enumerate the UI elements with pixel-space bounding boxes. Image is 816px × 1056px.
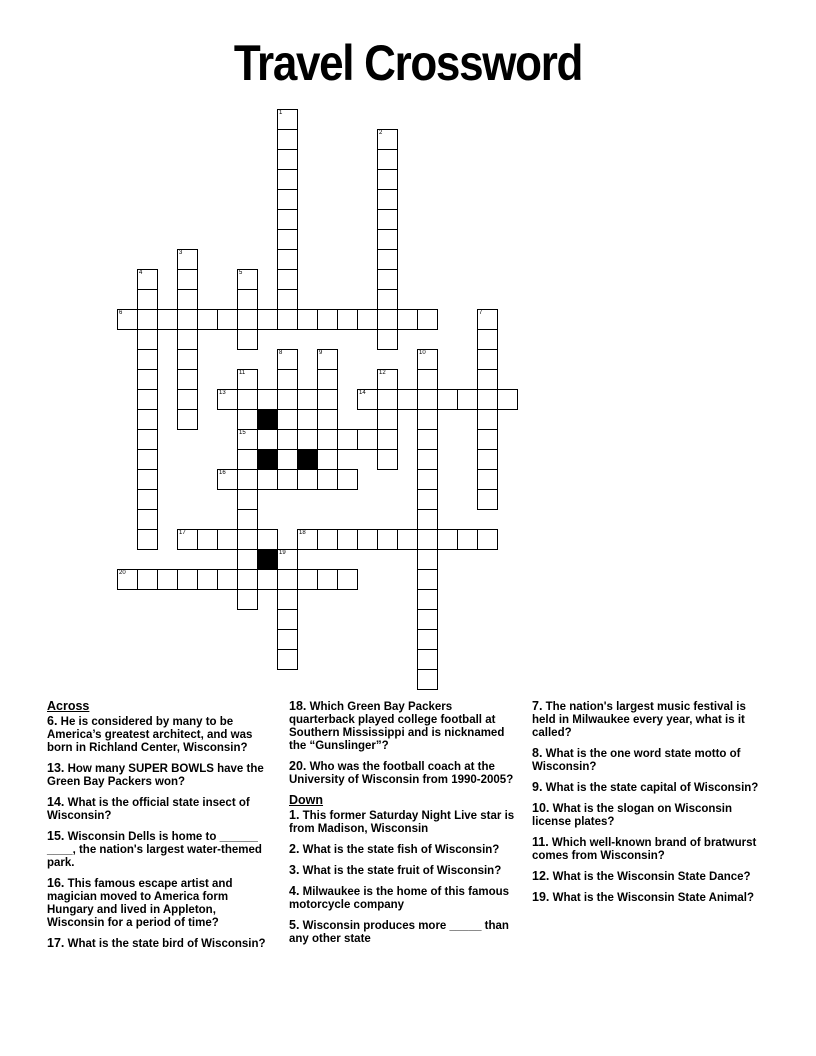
- clue-item-text: Milwaukee is the home of this famous motorcycle company: [289, 886, 510, 911]
- answer-cell[interactable]: [477, 529, 498, 550]
- clue-item-number: 2.: [289, 842, 300, 856]
- answer-cell[interactable]: [177, 249, 198, 270]
- answer-cell[interactable]: [337, 529, 358, 550]
- answer-cell[interactable]: [137, 289, 158, 310]
- answer-cell[interactable]: [277, 189, 298, 210]
- clue-item-number: 1.: [289, 808, 300, 822]
- clue-item-number: 3.: [289, 863, 300, 877]
- clue-item-text: What is the state fruit of Wisconsin?: [299, 865, 502, 877]
- clues-column-3: [532, 700, 764, 912]
- answer-cell[interactable]: [477, 329, 498, 350]
- answer-cell[interactable]: [237, 509, 258, 530]
- answer-cell[interactable]: [417, 449, 438, 470]
- answer-cell[interactable]: [457, 389, 478, 410]
- answer-cell[interactable]: [357, 429, 378, 450]
- answer-cell[interactable]: [197, 309, 218, 330]
- answer-cell[interactable]: [417, 569, 438, 590]
- answer-cell[interactable]: [277, 469, 298, 490]
- answer-cell[interactable]: [257, 309, 278, 330]
- answer-cell[interactable]: [257, 569, 278, 590]
- clues-column-2: [289, 700, 519, 953]
- answer-cell[interactable]: [417, 409, 438, 430]
- answer-cell[interactable]: [177, 269, 198, 290]
- black-square: [257, 549, 278, 570]
- answer-cell[interactable]: [237, 529, 258, 550]
- clue-item-text: This famous escape artist and magician moved to America form Hungary and lived in Appleton, Wisconsin for a period of time?: [47, 878, 233, 929]
- answer-cell[interactable]: [397, 529, 418, 550]
- clue-number: 15: [239, 430, 246, 436]
- answer-cell[interactable]: [377, 129, 398, 150]
- answer-cell[interactable]: [177, 349, 198, 370]
- answer-cell[interactable]: [477, 469, 498, 490]
- clue-number: 20: [119, 570, 126, 576]
- answer-cell[interactable]: [317, 529, 338, 550]
- clue-item-text: This former Saturday Night Live star is from Madison, Wisconsin: [289, 810, 515, 835]
- answer-cell[interactable]: [237, 389, 258, 410]
- answer-cell[interactable]: [137, 469, 158, 490]
- answer-cell[interactable]: [217, 529, 238, 550]
- clue-item: [47, 762, 272, 789]
- black-square: [257, 409, 278, 430]
- clue-number: 12: [379, 370, 386, 376]
- answer-cell[interactable]: [377, 209, 398, 230]
- answer-cell[interactable]: [277, 569, 298, 590]
- answer-cell[interactable]: [277, 349, 298, 370]
- clue-item: [532, 781, 764, 795]
- answer-cell[interactable]: [377, 169, 398, 190]
- answer-cell[interactable]: [177, 369, 198, 390]
- down-header: Down: [289, 793, 324, 807]
- clue-item-number: 6.: [47, 714, 58, 728]
- answer-cell[interactable]: [377, 529, 398, 550]
- answer-cell[interactable]: [157, 569, 178, 590]
- answer-cell[interactable]: [417, 609, 438, 630]
- across-clue-list-continued: [289, 700, 519, 787]
- clue-item: [47, 715, 272, 755]
- answer-cell[interactable]: [177, 329, 198, 350]
- answer-cell[interactable]: [417, 389, 438, 410]
- answer-cell[interactable]: [157, 309, 178, 330]
- clue-item-number: 15.: [47, 829, 65, 843]
- clue-item: [532, 870, 764, 884]
- answer-cell[interactable]: [277, 309, 298, 330]
- answer-cell[interactable]: [277, 409, 298, 430]
- answer-cell[interactable]: [237, 409, 258, 430]
- answer-cell[interactable]: [337, 429, 358, 450]
- clue-item-number: 7.: [532, 699, 543, 713]
- answer-cell[interactable]: [337, 469, 358, 490]
- clue-item-text: Wisconsin produces more _____ than any other state: [289, 920, 509, 945]
- answer-cell[interactable]: [137, 409, 158, 430]
- answer-cell[interactable]: [297, 389, 318, 410]
- answer-cell[interactable]: [277, 609, 298, 630]
- clue-item: [289, 700, 519, 753]
- answer-cell[interactable]: [437, 389, 458, 410]
- answer-cell[interactable]: [177, 529, 198, 550]
- clue-item: [47, 796, 272, 823]
- clue-item: [532, 747, 764, 774]
- answer-cell[interactable]: [417, 549, 438, 570]
- answer-cell[interactable]: [317, 409, 338, 430]
- clue-item: [532, 802, 764, 829]
- clue-item-text: What is the official state insect of Wisconsin?: [47, 797, 250, 822]
- answer-cell[interactable]: [197, 569, 218, 590]
- page-title: Travel Crossword: [233, 35, 583, 91]
- answer-cell[interactable]: [417, 429, 438, 450]
- answer-cell[interactable]: [417, 349, 438, 370]
- clue-item: [289, 809, 519, 836]
- clue-item-number: 14.: [47, 795, 65, 809]
- answer-cell[interactable]: [417, 529, 438, 550]
- answer-cell[interactable]: [477, 409, 498, 430]
- clue-item-number: 13.: [47, 761, 65, 775]
- answer-cell[interactable]: [217, 389, 238, 410]
- answer-cell[interactable]: [337, 309, 358, 330]
- clue-item: [47, 937, 272, 951]
- answer-cell[interactable]: [257, 429, 278, 450]
- clue-item: [47, 830, 272, 870]
- answer-cell[interactable]: [277, 629, 298, 650]
- clue-item-text: Which Green Bay Packers quarterback played college football at Southern Mississippi and is nicknamed the “Gunslinger”?: [289, 701, 505, 752]
- answer-cell[interactable]: [477, 309, 498, 330]
- clue-item-number: 16.: [47, 876, 65, 890]
- clue-number: 17: [179, 530, 186, 536]
- answer-cell[interactable]: [317, 429, 338, 450]
- answer-cell[interactable]: [317, 569, 338, 590]
- answer-cell[interactable]: [317, 309, 338, 330]
- clue-number: 6: [119, 310, 123, 316]
- answer-cell[interactable]: [217, 309, 238, 330]
- answer-cell[interactable]: [117, 309, 138, 330]
- clue-item-number: 5.: [289, 918, 300, 932]
- answer-cell[interactable]: [297, 469, 318, 490]
- answer-cell[interactable]: [477, 349, 498, 370]
- clue-number: 18: [299, 530, 306, 536]
- answer-cell[interactable]: [417, 309, 438, 330]
- answer-cell[interactable]: [477, 389, 498, 410]
- answer-cell[interactable]: [277, 109, 298, 130]
- answer-cell[interactable]: [317, 349, 338, 370]
- clue-number: 14: [359, 390, 366, 396]
- clue-item: [47, 877, 272, 930]
- answer-cell[interactable]: [277, 249, 298, 270]
- answer-cell[interactable]: [377, 449, 398, 470]
- clue-item: [532, 891, 764, 905]
- answer-cell[interactable]: [237, 589, 258, 610]
- answer-cell[interactable]: [377, 409, 398, 430]
- clue-number: 13: [219, 390, 226, 396]
- across-clue-list: [47, 715, 272, 951]
- clue-number: 2: [379, 130, 383, 136]
- answer-cell[interactable]: [137, 329, 158, 350]
- answer-cell[interactable]: [237, 429, 258, 450]
- answer-cell[interactable]: [177, 389, 198, 410]
- clue-item-text: What is the slogan on Wisconsin license plates?: [532, 803, 733, 828]
- answer-cell[interactable]: [317, 449, 338, 470]
- answer-cell[interactable]: [337, 569, 358, 590]
- answer-cell[interactable]: [317, 389, 338, 410]
- answer-cell[interactable]: [217, 569, 238, 590]
- answer-cell[interactable]: [137, 429, 158, 450]
- clue-item: [289, 885, 519, 912]
- clue-item-text: He is considered by many to be America’s greatest architect, and was born in Richland Center, Wisconsin?: [47, 716, 253, 754]
- clue-item: [532, 836, 764, 863]
- answer-cell[interactable]: [417, 669, 438, 690]
- answer-cell[interactable]: [277, 649, 298, 670]
- clue-number: 7: [479, 310, 483, 316]
- black-square: [257, 449, 278, 470]
- answer-cell[interactable]: [237, 329, 258, 350]
- answer-cell[interactable]: [137, 449, 158, 470]
- down-clue-list-continued: [532, 700, 764, 905]
- answer-cell[interactable]: [117, 569, 138, 590]
- answer-cell[interactable]: [217, 469, 238, 490]
- clue-item-number: 12.: [532, 869, 550, 883]
- answer-cell[interactable]: [137, 569, 158, 590]
- clue-item-number: 19.: [532, 890, 550, 904]
- clue-item-text: What is the state fish of Wisconsin?: [299, 844, 500, 856]
- answer-cell[interactable]: [357, 529, 378, 550]
- answer-cell[interactable]: [137, 389, 158, 410]
- answer-cell[interactable]: [477, 429, 498, 450]
- answer-cell[interactable]: [477, 449, 498, 470]
- answer-cell[interactable]: [417, 369, 438, 390]
- answer-cell[interactable]: [297, 429, 318, 450]
- answer-cell[interactable]: [237, 309, 258, 330]
- answer-cell[interactable]: [137, 529, 158, 550]
- answer-cell[interactable]: [357, 309, 378, 330]
- clue-item-number: 18.: [289, 699, 307, 713]
- answer-cell[interactable]: [177, 569, 198, 590]
- answer-cell[interactable]: [377, 309, 398, 330]
- clue-number: 8: [279, 350, 283, 356]
- answer-cell[interactable]: [397, 389, 418, 410]
- answer-cell[interactable]: [237, 469, 258, 490]
- answer-cell[interactable]: [257, 529, 278, 550]
- answer-cell[interactable]: [297, 569, 318, 590]
- answer-cell[interactable]: [297, 309, 318, 330]
- answer-cell[interactable]: [277, 269, 298, 290]
- answer-cell[interactable]: [417, 509, 438, 530]
- clue-item-text: What is the Wisconsin State Animal?: [549, 892, 754, 904]
- answer-cell[interactable]: [457, 529, 478, 550]
- answer-cell[interactable]: [237, 369, 258, 390]
- clue-item: [289, 843, 519, 857]
- answer-cell[interactable]: [357, 389, 378, 410]
- answer-cell[interactable]: [377, 149, 398, 170]
- answer-cell[interactable]: [497, 389, 518, 410]
- black-square: [297, 449, 318, 470]
- answer-cell[interactable]: [137, 349, 158, 370]
- answer-cell[interactable]: [417, 629, 438, 650]
- answer-cell[interactable]: [277, 369, 298, 390]
- clue-item: [532, 700, 764, 740]
- answer-cell[interactable]: [477, 489, 498, 510]
- answer-cell[interactable]: [277, 169, 298, 190]
- clue-item-text: What is the one word state motto of Wisconsin?: [532, 748, 741, 773]
- answer-cell[interactable]: [377, 289, 398, 310]
- clue-item-text: Which well-known brand of bratwurst comes from Wisconsin?: [532, 837, 757, 862]
- clue-item: [289, 760, 519, 787]
- answer-cell[interactable]: [137, 269, 158, 290]
- down-clue-list: [289, 809, 519, 946]
- clue-number: 9: [319, 350, 323, 356]
- answer-cell[interactable]: [377, 269, 398, 290]
- answer-cell[interactable]: [397, 309, 418, 330]
- answer-cell[interactable]: [417, 649, 438, 670]
- clue-number: 19: [279, 550, 286, 556]
- answer-cell[interactable]: [277, 209, 298, 230]
- answer-cell[interactable]: [277, 589, 298, 610]
- answer-cell[interactable]: [377, 389, 398, 410]
- answer-cell[interactable]: [417, 589, 438, 610]
- clue-number: 11: [239, 370, 246, 376]
- answer-cell[interactable]: [177, 289, 198, 310]
- clue-number: 4: [139, 270, 143, 276]
- clue-item-text: What is the state bird of Wisconsin?: [64, 938, 266, 950]
- answer-cell[interactable]: [417, 489, 438, 510]
- clue-item-number: 17.: [47, 936, 65, 950]
- clue-item-text: Who was the football coach at the University of Wisconsin from 1990-2005?: [289, 761, 514, 786]
- answer-cell[interactable]: [137, 369, 158, 390]
- answer-cell[interactable]: [237, 549, 258, 570]
- clue-number: 10: [419, 350, 426, 356]
- answer-cell[interactable]: [257, 469, 278, 490]
- answer-cell[interactable]: [317, 369, 338, 390]
- clue-item-number: 8.: [532, 746, 543, 760]
- answer-cell[interactable]: [137, 509, 158, 530]
- clue-item: [289, 864, 519, 878]
- answer-cell[interactable]: [237, 269, 258, 290]
- answer-cell[interactable]: [297, 529, 318, 550]
- clue-item: [289, 919, 519, 946]
- answer-cell[interactable]: [277, 389, 298, 410]
- clue-item-text: What is the Wisconsin State Dance?: [549, 871, 751, 883]
- answer-cell[interactable]: [277, 549, 298, 570]
- answer-cell[interactable]: [277, 129, 298, 150]
- clue-item-number: 11.: [532, 835, 549, 849]
- answer-cell[interactable]: [237, 449, 258, 470]
- answer-cell[interactable]: [317, 469, 338, 490]
- answer-cell[interactable]: [477, 369, 498, 390]
- clue-number: 1: [279, 110, 283, 116]
- clue-item-number: 10.: [532, 801, 550, 815]
- clue-number: 5: [239, 270, 243, 276]
- clue-item-number: 4.: [289, 884, 300, 898]
- answer-cell[interactable]: [377, 329, 398, 350]
- answer-cell[interactable]: [437, 529, 458, 550]
- answer-cell[interactable]: [377, 249, 398, 270]
- answer-cell[interactable]: [237, 569, 258, 590]
- answer-cell[interactable]: [377, 229, 398, 250]
- answer-cell[interactable]: [277, 229, 298, 250]
- answer-cell[interactable]: [177, 309, 198, 330]
- clue-item-text: How many SUPER BOWLS have the Green Bay Packers won?: [47, 763, 264, 788]
- answer-cell[interactable]: [237, 489, 258, 510]
- answer-cell[interactable]: [377, 369, 398, 390]
- answer-cell[interactable]: [137, 309, 158, 330]
- clue-item-number: 20.: [289, 759, 307, 773]
- answer-cell[interactable]: [417, 469, 438, 490]
- clue-item-text: What is the state capital of Wisconsin?: [542, 782, 759, 794]
- answer-cell[interactable]: [277, 289, 298, 310]
- answer-cell[interactable]: [377, 189, 398, 210]
- across-header: Across: [47, 699, 90, 713]
- clue-item-number: 9.: [532, 780, 543, 794]
- answer-cell[interactable]: [257, 389, 278, 410]
- answer-cell[interactable]: [277, 429, 298, 450]
- clue-number: 3: [179, 250, 183, 256]
- answer-cell[interactable]: [177, 409, 198, 430]
- clues-column-1: [47, 700, 272, 958]
- answer-cell[interactable]: [237, 289, 258, 310]
- clue-item-text: Wisconsin Dells is home to ______ ____, the nation's largest water-themed park.: [47, 831, 262, 869]
- answer-cell[interactable]: [377, 429, 398, 450]
- answer-cell[interactable]: [137, 489, 158, 510]
- clue-item-text: The nation's largest music festival is held in Milwaukee every year, what is it called?: [532, 701, 746, 739]
- answer-cell[interactable]: [197, 529, 218, 550]
- answer-cell[interactable]: [277, 149, 298, 170]
- clue-number: 16: [219, 470, 226, 476]
